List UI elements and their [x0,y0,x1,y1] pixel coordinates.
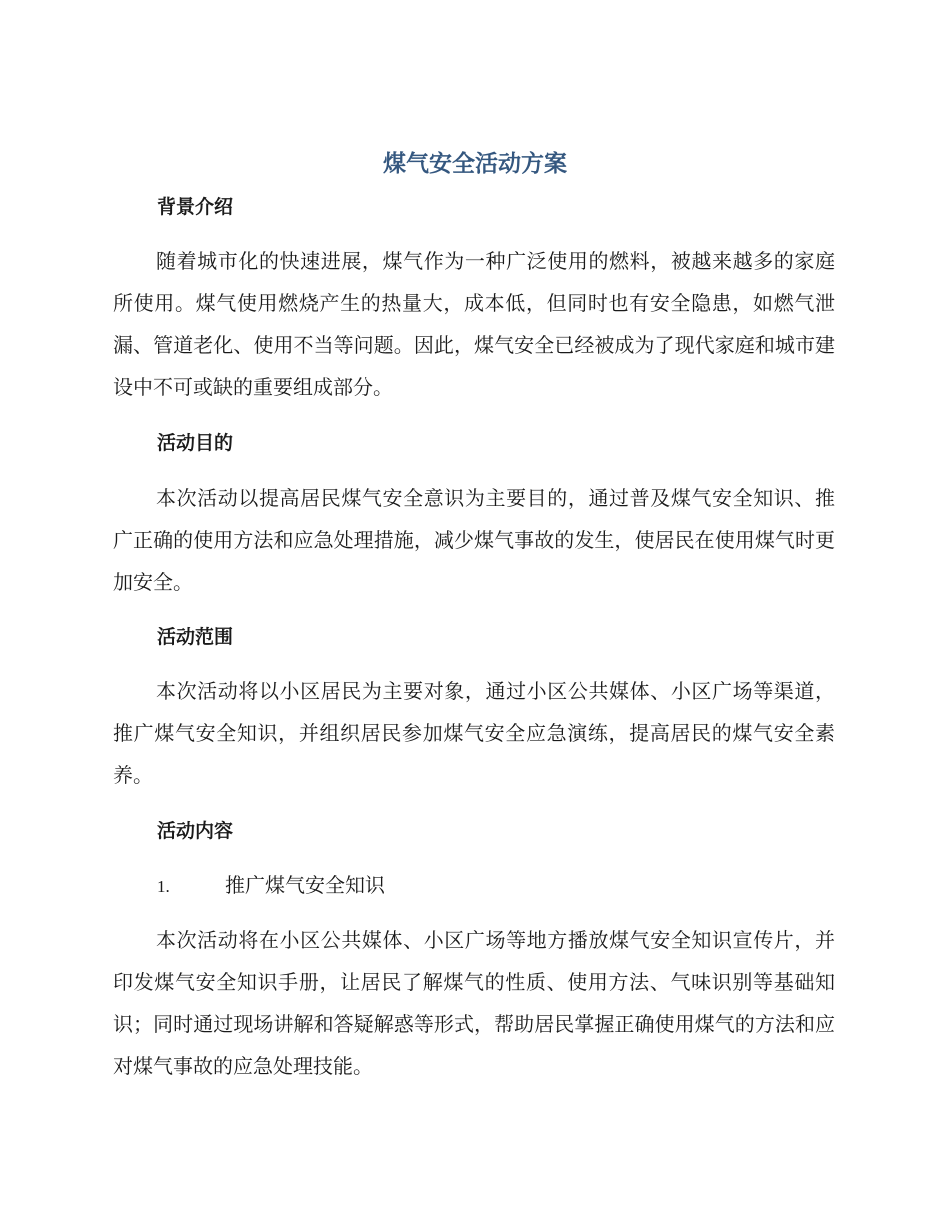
list-item-label: 推广煤气安全知识 [225,873,385,897]
section-paragraph-background: 随着城市化的快速进展，煤气作为一种广泛使用的燃料，被越来越多的家庭所使用。煤气使用燃烧产生的热量大，成本低，但同时也有安全隐患，如燃气泄漏、管道老化、使用不当等问题。因此，煤气安全已经被成为了现代家庭和城市建设中不可或缺的重要组成部分。 [113,249,835,399]
list-item-number: 1. [157,877,170,896]
section-heading-content: 活动内容 [157,820,234,842]
section-heading-purpose: 活动目的 [157,432,234,454]
document-title: 煤气安全活动方案 [383,151,567,177]
section-paragraph-scope: 本次活动将以小区居民为主要对象，通过小区公共媒体、小区广场等渠道，推广煤气安全知识，并组织居民参加煤气安全应急演练，提高居民的煤气安全素养。 [113,679,835,787]
section-heading-background: 背景介绍 [157,196,234,218]
section-paragraph-content: 本次活动将在小区公共媒体、小区广场等地方播放煤气安全知识宣传片，并印发煤气安全知识手册，让居民了解煤气的性质、使用方法、气味识别等基础知识；同时通过现场讲解和答疑解惑等形式，帮助居民掌握正确使用煤气的方法和应对煤气事故的应急处理技能。 [113,928,835,1078]
section-paragraph-purpose: 本次活动以提高居民煤气安全意识为主要目的，通过普及煤气安全知识、推广正确的使用方法和应急处理措施，减少煤气事故的发生，使居民在使用煤气时更加安全。 [113,486,835,594]
section-heading-scope: 活动范围 [157,626,234,648]
list-item [157,870,385,902]
